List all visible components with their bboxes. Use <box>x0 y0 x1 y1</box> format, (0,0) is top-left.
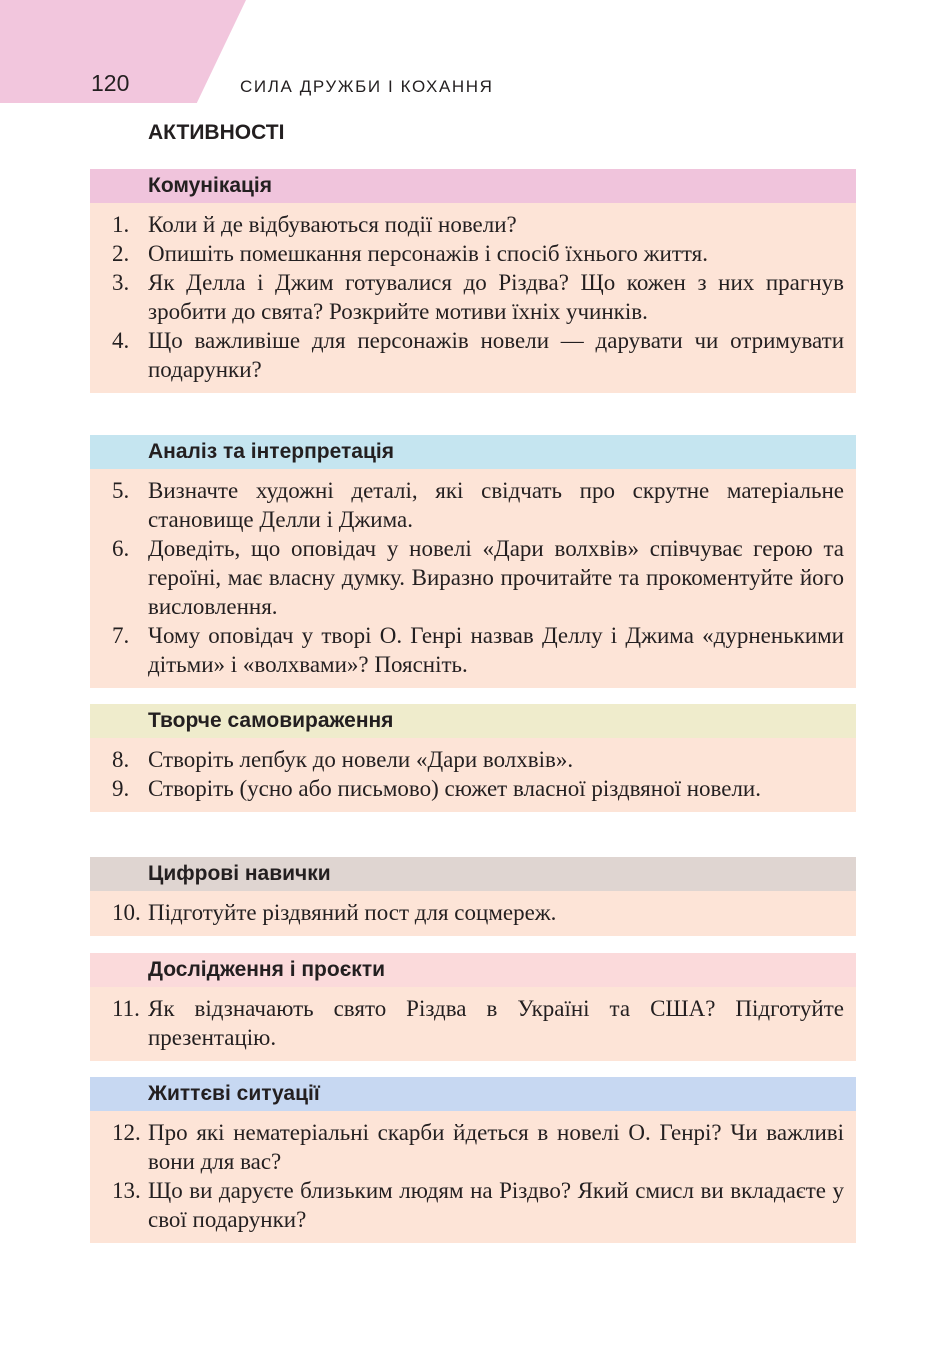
question-list <box>90 987 856 1061</box>
block-title: Комунікація <box>90 169 856 203</box>
block-title: Життєві ситуації <box>90 1077 856 1111</box>
question-list <box>90 738 856 812</box>
question-number: 2. <box>112 241 130 266</box>
question-number: 6. <box>112 536 130 561</box>
question-text: Як Делла і Джим готувалися до Різдва? Що кожен з них прагнув зробити до свята? Розкрийте мотиви їхніх учинків. <box>148 270 844 324</box>
question-text: Опишіть помешкання персонажів і спосіб їхнього життя. <box>148 241 708 266</box>
question-item <box>90 534 844 621</box>
question-text: Чому оповідач у творі О. Генрі назвав Деллу і Джима «дурненькими дітьми» і «волхвами»? Поясніть. <box>148 623 844 677</box>
question-list <box>90 203 856 393</box>
question-item <box>90 326 844 384</box>
question-item <box>90 898 844 927</box>
question-item <box>90 621 844 679</box>
question-item <box>90 745 844 774</box>
block-title: Аналіз та інтерпретація <box>90 435 856 469</box>
section-heading: АКТИВНОСТІ <box>148 121 285 144</box>
question-item <box>90 210 844 239</box>
question-item <box>90 268 844 326</box>
question-list <box>90 469 856 688</box>
question-item <box>90 1118 844 1176</box>
question-item <box>90 239 844 268</box>
question-text: Що важливіше для персонажів новели — дарувати чи отримувати подарунки? <box>148 328 844 382</box>
block-title: Творче самовираження <box>90 704 856 738</box>
question-text: Про які нематеріальні скарби йдеться в новелі О. Генрі? Чи важливі вони для вас? <box>148 1120 844 1174</box>
question-number: 9. <box>112 776 130 801</box>
question-number: 11. <box>112 996 140 1021</box>
activity-block-communication <box>90 169 856 393</box>
question-number: 4. <box>112 328 130 353</box>
question-item <box>90 994 844 1052</box>
question-text: Що ви даруєте близьким людям на Різдво? Який смисл ви вкладаєте у свої подарунки? <box>148 1178 844 1232</box>
question-number: 12. <box>112 1120 141 1145</box>
question-text: Підготуйте різдвяний пост для соцмереж. <box>148 900 557 925</box>
question-number: 7. <box>112 623 130 648</box>
activity-block-analysis <box>90 435 856 688</box>
question-number: 8. <box>112 747 130 772</box>
question-number: 3. <box>112 270 130 295</box>
question-text: Як відзначають свято Різдва в Україні та США? Підготуйте презентацію. <box>148 996 844 1050</box>
activity-block-creative <box>90 704 856 812</box>
question-item <box>90 1176 844 1234</box>
question-text: Визначте художні деталі, які свідчать про скрутне матеріальне становище Делли і Джима. <box>148 478 844 532</box>
activity-block-research <box>90 953 856 1061</box>
question-number: 1. <box>112 212 130 237</box>
page-number: 120 <box>91 70 130 96</box>
question-item <box>90 476 844 534</box>
question-text: Створіть (усно або письмово) сюжет власної різдвяної новели. <box>148 776 761 801</box>
question-number: 13. <box>112 1178 141 1203</box>
question-number: 10. <box>112 900 141 925</box>
question-number: 5. <box>112 478 130 503</box>
activity-block-digital <box>90 857 856 936</box>
question-item <box>90 774 844 803</box>
question-list <box>90 891 856 936</box>
question-text: Доведіть, що оповідач у новелі «Дари волхвів» співчуває герою та героїні, має власну думку. Виразно прочитайте та прокоментуйте його висловлення. <box>148 536 844 619</box>
block-title: Цифрові навички <box>90 857 856 891</box>
question-text: Коли й де відбуваються події новели? <box>148 212 517 237</box>
question-list <box>90 1111 856 1243</box>
question-text: Створіть лепбук до новели «Дари волхвів». <box>148 747 574 772</box>
block-title: Дослідження і проєкти <box>90 953 856 987</box>
activity-block-life-situations <box>90 1077 856 1243</box>
running-title: СИЛА ДРУЖБИ І КОХАННЯ <box>240 77 494 96</box>
